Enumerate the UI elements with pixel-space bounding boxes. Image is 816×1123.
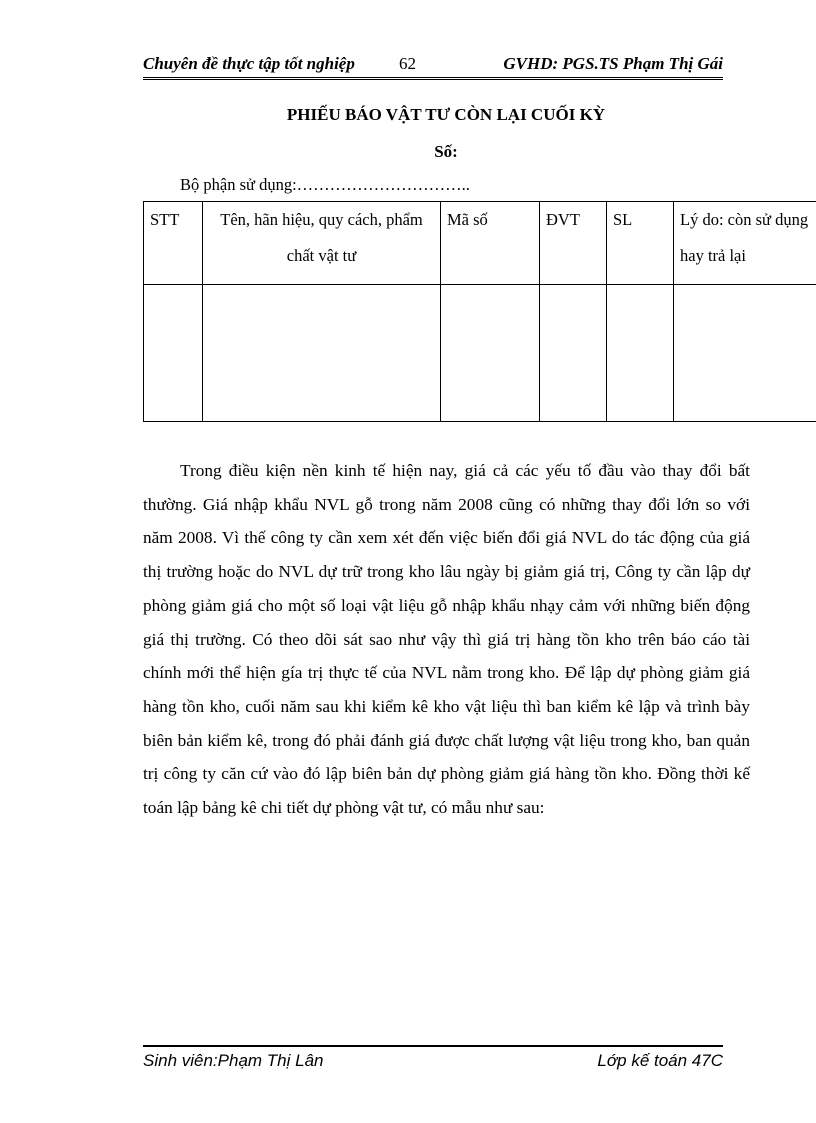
page-header (143, 52, 723, 80)
materials-table (143, 201, 816, 422)
body-text (143, 454, 750, 825)
table-cell (540, 285, 607, 422)
page-footer (143, 1045, 723, 1075)
col-unit: ĐVT (540, 202, 607, 285)
table-cell (607, 285, 674, 422)
body-paragraph: Trong điều kiện nền kinh tế hiện nay, giá cả các yếu tố đầu vào thay đổi bất thường. Giá nhập khẩu NVL gỗ trong năm 2008 cũng có những thay đổi lớn so với năm 2008. Vì thế công ty cần xem xét đến việc biến đổi giá NVL do tác động của giá thị trường hoặc do NVL dự trữ trong kho lâu ngày bị giảm giá trị, Công ty cần lập dự phòng giảm giá cho một số loại vật liệu gỗ nhập khẩu nhạy cảm với những biến động giá thị trường. Có theo dõi sát sao như vậy thì giá trị hàng tồn kho trên báo cáo tài chính mới thể hiện gía trị thực tế của NVL nằm trong kho. Để lập dự phòng giảm giá hàng tồn kho, cuối năm sau khi kiểm kê kho vật liệu thì ban kiểm kê lập và trình bày biên bản kiểm kê, trong đó phải đánh giá được chất lượng vật liệu trong kho, ban quản trị công ty căn cứ vào đó lập biên bản dự phòng giảm giá hàng tồn kho. Đồng thời kế toán lập bảng kê chi tiết dự phòng vật tư, có mẫu như sau: (143, 461, 750, 818)
page-number: 62 (399, 54, 416, 73)
header-advisor: GVHD: PGS.TS Phạm Thị Gái (503, 54, 723, 73)
table-cell (203, 285, 441, 422)
form-title: PHIẾU BÁO VẬT TƯ CÒN LẠI CUỐI KỲ (286, 105, 606, 124)
col-quantity: SL (607, 202, 674, 285)
col-name: Tên, hãn hiệu, quy cách, phẩm chất vật tư (203, 202, 441, 285)
department-label: Bộ phận sử dụng:………………………….. (180, 175, 470, 194)
table-cell (144, 285, 203, 422)
form-number-label: Số: (434, 142, 458, 161)
table-header-row (144, 202, 816, 285)
col-reason: Lý do: còn sử dụng hay trả lại (674, 202, 816, 285)
header-title: Chuyên đề thực tập tốt nghiệp (143, 54, 355, 73)
table-cell (441, 285, 540, 422)
footer-student: Sinh viên:Phạm Thị Lân (143, 1051, 324, 1070)
footer-class: Lớp kế toán 47C (597, 1051, 723, 1070)
col-stt: STT (144, 202, 203, 285)
col-code: Mã số (441, 202, 540, 285)
table-cell (674, 285, 816, 422)
table-row (144, 285, 816, 422)
